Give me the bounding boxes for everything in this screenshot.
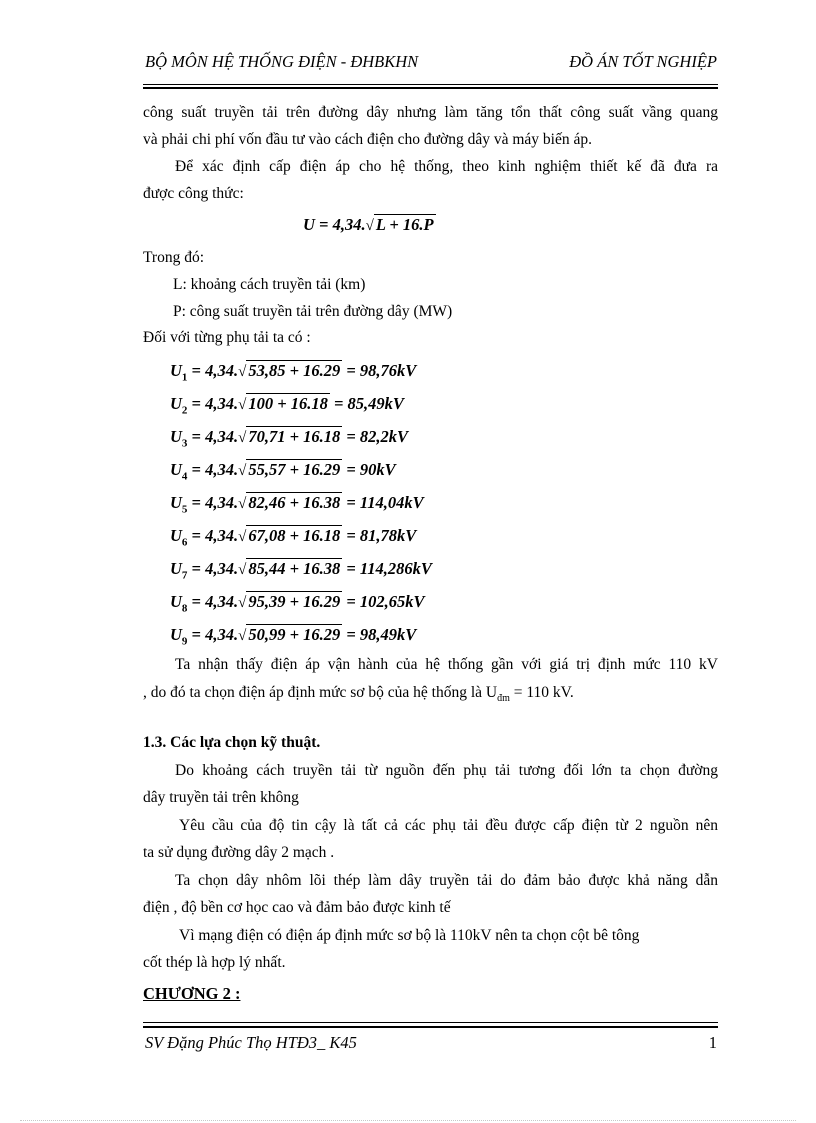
formula-variable: U: [170, 460, 182, 479]
formula-result: = 114,04kV: [342, 493, 424, 512]
page-header: [145, 52, 717, 78]
load-formula: [170, 361, 416, 383]
formula-variable: U: [170, 394, 182, 413]
paragraph-line: Đối với từng phụ tải ta có :: [143, 329, 311, 346]
formula-radicand: 70,71 + 16.18: [248, 427, 341, 446]
formula-variable: U: [170, 592, 182, 611]
conclusion-subscript: đm: [497, 693, 510, 704]
formula-result: = 98,76kV: [342, 361, 417, 380]
conclusion-text: , do đó ta chọn điện áp định mức sơ bộ của hệ thống là U: [143, 684, 498, 701]
sqrt-sign: √: [238, 397, 247, 413]
load-formula: [170, 394, 404, 416]
paragraph-line: điện , độ bền cơ học cao và đảm bảo được kinh tế: [143, 899, 451, 916]
formula-coefficient: = 4,34.: [187, 592, 239, 611]
footer-student: SV Đặng Phúc Thọ HTĐ3_ K45: [145, 1033, 357, 1052]
formula-variable: U: [170, 427, 182, 446]
formula-result: = 102,65kV: [342, 592, 425, 611]
sqrt-sign: √: [238, 628, 247, 644]
footer-rule-thin: [143, 1022, 718, 1023]
formula-variable: U: [170, 361, 182, 380]
paragraph-line: và phải chi phí vốn đầu tư vào cách điện cho đường dây và máy biến áp.: [143, 131, 592, 148]
paragraph-line: được công thức:: [143, 185, 244, 202]
formula-result: = 90kV: [342, 460, 396, 479]
formula-result: = 82,2kV: [342, 427, 409, 446]
page-number: 1: [708, 1033, 717, 1052]
formula-coefficient: = 4,34.: [187, 559, 239, 578]
formula-variable: U: [170, 625, 182, 644]
formula-coefficient: = 4,34.: [187, 427, 239, 446]
formula-subscript: 5: [181, 503, 188, 516]
formula-coefficient: = 4,34.: [187, 625, 239, 644]
paragraph-line: [143, 684, 718, 702]
load-formula: [170, 625, 416, 647]
formula-radicand: 95,39 + 16.29: [248, 592, 341, 611]
formula-radicand: 100 + 16.18: [248, 394, 328, 413]
formula-result: = 114,286kV: [342, 559, 432, 578]
formula-radicand: L + 16.P: [375, 215, 434, 234]
paragraph-line: dây truyền tải trên không: [143, 789, 299, 806]
paragraph-line: Ta nhận thấy điện áp vận hành của hệ thống gần với giá trị định mức 110 kV: [175, 656, 718, 673]
formula-coefficient: = 4,34.: [187, 361, 239, 380]
formula-subscript: 9: [181, 635, 188, 648]
footer-rule-thick: [143, 1026, 718, 1028]
paragraph-line: cốt thép là hợp lý nhất.: [143, 954, 286, 971]
conclusion-value: = 110 kV.: [509, 684, 574, 701]
paragraph-line: công suất truyền tải trên đường dây nhưng làm tăng tổn thất công suất vầng quang: [143, 104, 718, 121]
formula-result: = 85,49kV: [329, 394, 404, 413]
sqrt-sign: √: [238, 595, 247, 611]
definition-L: L: khoảng cách truyền tải (km): [173, 276, 366, 293]
load-formula: [170, 526, 416, 548]
formula-coefficient: = 4,34.: [187, 460, 239, 479]
load-formula: [170, 592, 425, 614]
formula-variable: U: [170, 526, 182, 545]
section-heading: 1.3. Các lựa chọn kỹ thuật.: [143, 734, 321, 751]
formula-subscript: 1: [181, 371, 188, 384]
formula-coefficient: = 4,34.: [187, 493, 239, 512]
formula-subscript: 7: [181, 569, 188, 582]
sqrt-sign: √: [238, 364, 247, 380]
paragraph-line: Yêu cầu của độ tin cậy là tất cả các phụ tải đều được cấp điện từ 2 nguồn nên: [179, 817, 718, 834]
paragraph-line: Do khoảng cách truyền tải từ nguồn đến phụ tải tương đối lớn ta chọn đường: [175, 762, 718, 779]
header-rule-thin: [143, 84, 718, 85]
formula-variable: U: [170, 559, 182, 578]
formula-variable: U: [170, 493, 182, 512]
paragraph-line: ta sử dụng đường dây 2 mạch .: [143, 844, 335, 861]
sqrt-sign: √: [238, 463, 247, 479]
definition-P: P: công suất truyền tải trên đường dây (MW): [173, 303, 453, 320]
load-formula: [170, 427, 408, 449]
header-project-title: ĐỒ ÁN TỐT NGHIỆP: [569, 52, 717, 71]
formula-result: = 81,78kV: [342, 526, 417, 545]
paragraph-line: Trong đó:: [143, 249, 205, 266]
formula-subscript: 3: [181, 437, 188, 450]
load-formula: [170, 460, 396, 482]
formula-subscript: 6: [181, 536, 188, 549]
sqrt-sign: √: [238, 430, 247, 446]
formula-radicand: 85,44 + 16.38: [248, 559, 341, 578]
paragraph-line: Vì mạng điện có điện áp định mức sơ bộ là 110kV nên ta chọn cột bê tông: [179, 927, 640, 944]
sqrt-sign: √: [365, 218, 374, 234]
sqrt-sign: √: [238, 529, 247, 545]
load-formula: [170, 559, 432, 581]
header-department: BỘ MÔN HỆ THỐNG ĐIỆN - ĐHBKHN: [145, 52, 419, 71]
page-footer: [145, 1033, 717, 1057]
page-edge-dotted: [20, 1120, 796, 1121]
formula-subscript: 4: [181, 470, 188, 483]
sqrt-sign: √: [238, 496, 247, 512]
sqrt-sign: √: [238, 562, 247, 578]
formula-radicand: 67,08 + 16.18: [248, 526, 341, 545]
formula-subscript: 8: [181, 602, 188, 615]
paragraph-line: Ta chọn dây nhôm lõi thép làm dây truyền tải do đảm bảo được khả năng dẫn: [175, 872, 718, 889]
formula-radicand: 53,85 + 16.29: [248, 361, 341, 380]
chapter-title: CHƯƠNG 2 :: [143, 984, 241, 1003]
formula-radicand: 82,46 + 16.38: [248, 493, 341, 512]
formula-coefficient: = 4,34.: [187, 394, 239, 413]
load-formula: [170, 493, 424, 515]
main-voltage-formula: [303, 215, 436, 235]
formula-radicand: 55,57 + 16.29: [248, 460, 341, 479]
formula-result: = 98,49kV: [342, 625, 417, 644]
header-rule-thick: [143, 87, 718, 89]
formula-lhs: U = 4,34.: [303, 215, 366, 234]
formula-coefficient: = 4,34.: [187, 526, 239, 545]
formula-radicand: 50,99 + 16.29: [248, 625, 341, 644]
paragraph-line: Để xác định cấp điện áp cho hệ thống, theo kinh nghiệm thiết kế đã đưa ra: [175, 158, 718, 175]
formula-subscript: 2: [181, 404, 188, 417]
